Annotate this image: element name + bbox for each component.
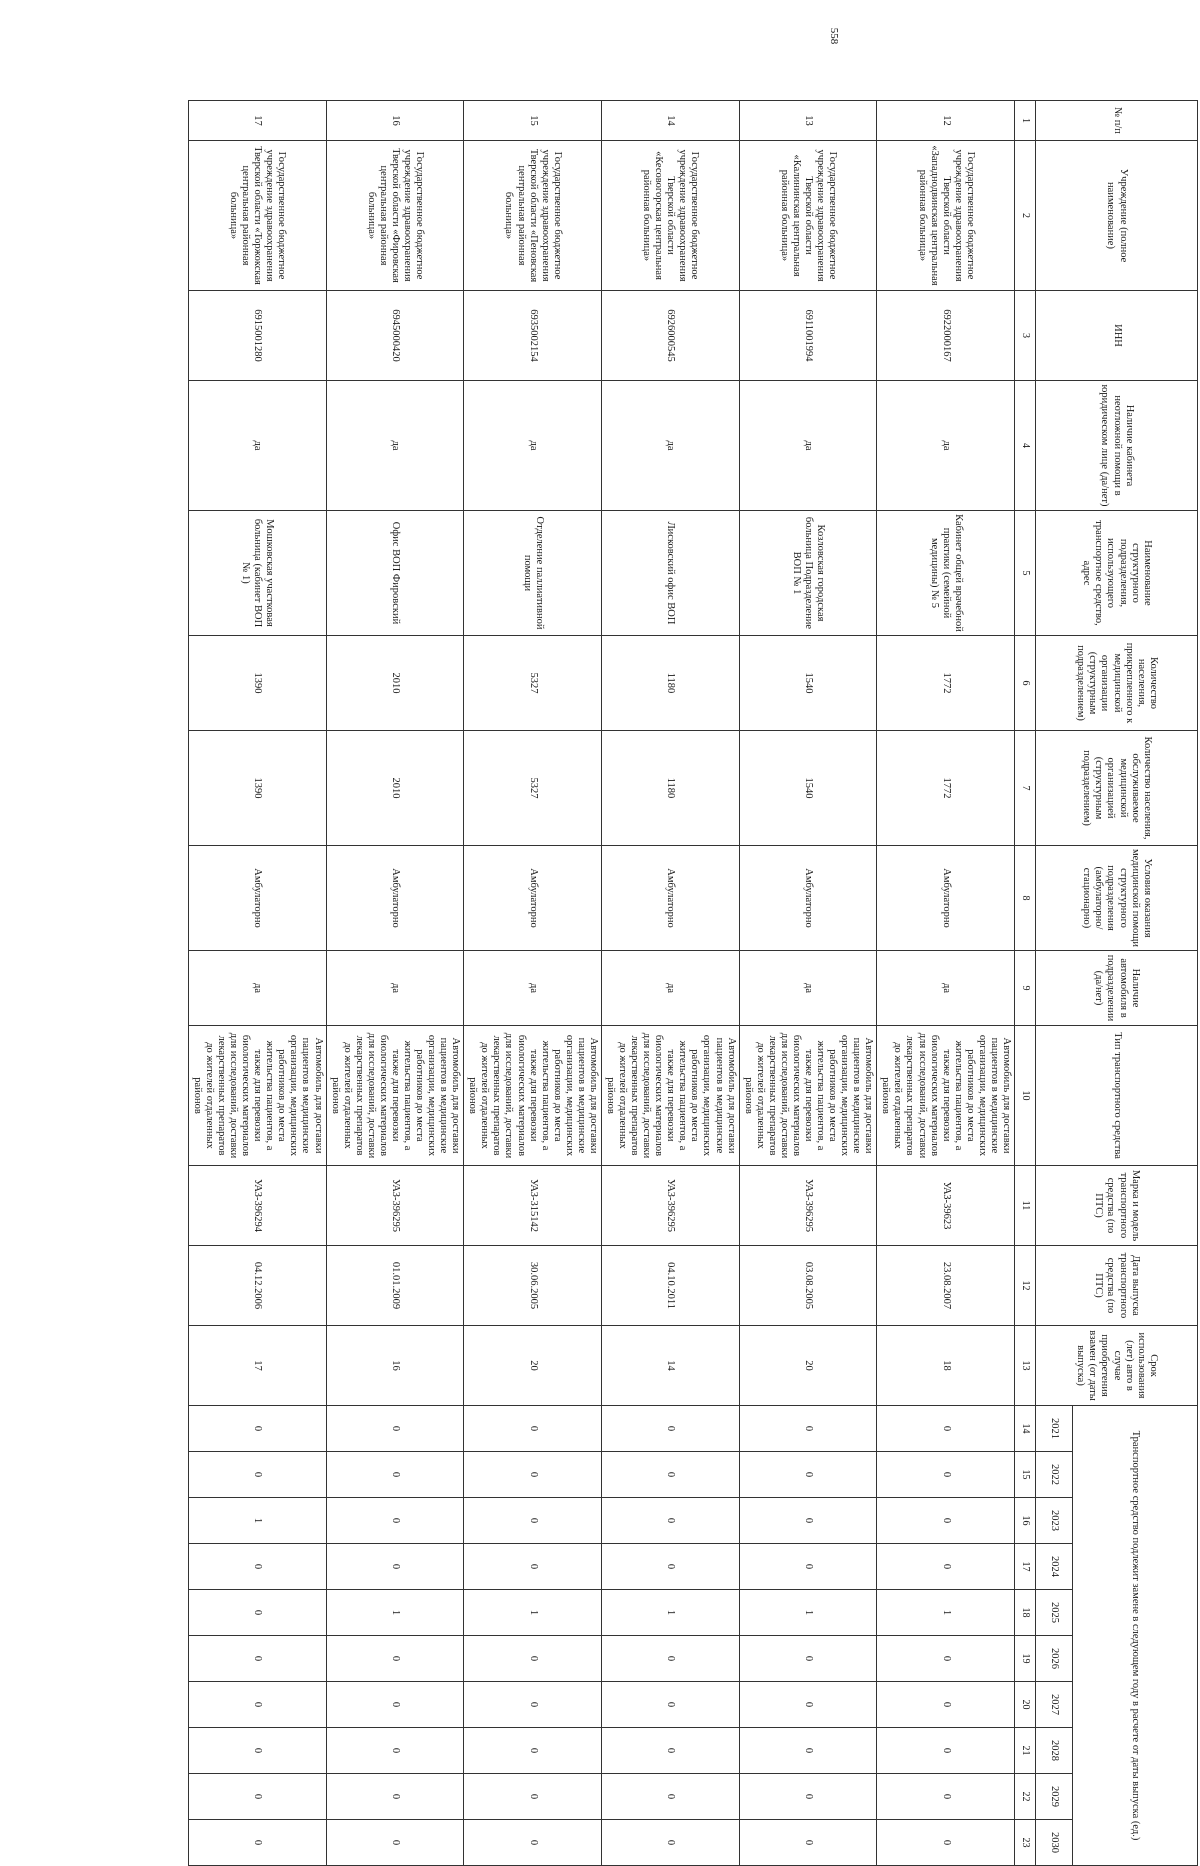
- replacement-count: 0: [188, 1728, 326, 1774]
- release-date: 04.10.2011: [601, 1246, 739, 1326]
- replacement-count: 0: [601, 1682, 739, 1728]
- replacement-count: 0: [601, 1498, 739, 1544]
- row-num: 14: [601, 101, 739, 141]
- column-number: 2: [1015, 141, 1036, 291]
- institution-name: Государственное бюджетное учреждение здравоохранения Тверской области «Пеновская центральная районная больница»: [464, 141, 602, 291]
- replacement-count: 0: [877, 1774, 1015, 1820]
- replacement-count: 0: [601, 1452, 739, 1498]
- replacement-count: 0: [739, 1498, 877, 1544]
- institution-name: Государственное бюджетное учреждение здравоохранения Тверской области «Западнодвинская центральная районная больница»: [877, 141, 1015, 291]
- table-row: [877, 101, 1015, 1866]
- replacement-count: 0: [739, 1820, 877, 1866]
- has-vehicle-value: да: [877, 951, 1015, 1026]
- replacement-count: 0: [464, 1820, 602, 1866]
- replacement-count: 0: [739, 1452, 877, 1498]
- header-row-main: [1073, 101, 1198, 1866]
- has-vehicle-value: да: [739, 951, 877, 1026]
- header-year: 2029: [1036, 1774, 1073, 1820]
- column-number: 13: [1015, 1326, 1036, 1406]
- population-attached: 5327: [464, 636, 602, 731]
- vehicle-brand: УАЗ-39623: [877, 1166, 1015, 1246]
- column-number: 7: [1015, 731, 1036, 846]
- replacement-count: 0: [188, 1406, 326, 1452]
- header-year: 2025: [1036, 1590, 1073, 1636]
- header-year: 2026: [1036, 1636, 1073, 1682]
- vehicle-replacement-table: [188, 100, 1198, 1866]
- population-attached: 1772: [877, 636, 1015, 731]
- has-office-value: да: [601, 381, 739, 511]
- replacement-count: 0: [739, 1728, 877, 1774]
- inn-value: 6935002154: [464, 291, 602, 381]
- inn-value: 6945000420: [326, 291, 464, 381]
- has-office-value: да: [739, 381, 877, 511]
- population-served: 5327: [464, 731, 602, 846]
- column-number: 16: [1015, 1498, 1036, 1544]
- header-year: 2028: [1036, 1728, 1073, 1774]
- replacement-count: 0: [739, 1636, 877, 1682]
- replacement-count: 0: [188, 1636, 326, 1682]
- replacement-count: 0: [601, 1636, 739, 1682]
- replacement-count: 0: [326, 1452, 464, 1498]
- has-vehicle-value: да: [601, 951, 739, 1026]
- has-office-value: да: [326, 381, 464, 511]
- replacement-count: 0: [464, 1636, 602, 1682]
- header-year: 2022: [1036, 1452, 1073, 1498]
- inn-value: 6911001994: [739, 291, 877, 381]
- vehicle-brand: УАЗ-396295: [326, 1166, 464, 1246]
- population-attached: 1390: [188, 636, 326, 731]
- conditions-value: Амбулаторно: [877, 846, 1015, 951]
- replacement-count: 1: [877, 1590, 1015, 1636]
- header-year: 2030: [1036, 1820, 1073, 1866]
- replacement-count: 0: [601, 1544, 739, 1590]
- unit-name: Кабинет общей врачебной практики (семейной медицины) № 5: [877, 511, 1015, 636]
- replacement-count: 0: [877, 1544, 1015, 1590]
- row-num: 13: [739, 101, 877, 141]
- header-num: № п/п: [1036, 101, 1198, 141]
- vehicle-type: Автомобиль для доставки пациентов в медицинские организации, медицинских работников до места жительства пациентов, а также для перевозки биологических материалов для исследований, доставки лекарственных препаратов до жителей отдаленных районов: [877, 1026, 1015, 1166]
- replacement-count: 0: [877, 1682, 1015, 1728]
- table-row: [326, 101, 464, 1866]
- replacement-count: 0: [601, 1820, 739, 1866]
- institution-name: Государственное бюджетное учреждение здравоохранения Тверской области «Торжокская центральная районная больница»: [188, 141, 326, 291]
- rotated-table-wrapper: [178, 100, 1198, 1854]
- column-number-row: [1015, 101, 1036, 1866]
- conditions-value: Амбулаторно: [464, 846, 602, 951]
- inn-value: 6922000167: [877, 291, 1015, 381]
- column-number: 11: [1015, 1166, 1036, 1246]
- replacement-count: 0: [188, 1590, 326, 1636]
- column-number: 23: [1015, 1820, 1036, 1866]
- row-num: 16: [326, 101, 464, 141]
- replacement-count: 0: [877, 1636, 1015, 1682]
- header-has-office: Наличие кабинета неотложной помощи в юридическом лице (да/нет): [1036, 381, 1198, 511]
- population-attached: 2010: [326, 636, 464, 731]
- header-unit-name: Наименование структурного подразделения, использующего транспортное средство, адрес: [1036, 511, 1198, 636]
- row-num: 12: [877, 101, 1015, 141]
- column-number: 20: [1015, 1682, 1036, 1728]
- header-year: 2021: [1036, 1406, 1073, 1452]
- replacement-count: 0: [877, 1452, 1015, 1498]
- vehicle-type: Автомобиль для доставки пациентов в медицинские организации, медицинских работников до места жительства пациентов, а также для перевозки биологических материалов для исследований, доставки лекарственных препаратов до жителей отдаленных районов: [601, 1026, 739, 1166]
- population-served: 1390: [188, 731, 326, 846]
- has-vehicle-value: да: [326, 951, 464, 1026]
- vehicle-type: Автомобиль для доставки пациентов в медицинские организации, медицинских работников до места жительства пациентов, а также для перевозки биологических материалов для исследований, доставки лекарственных препаратов до жителей отдаленных районов: [464, 1026, 602, 1166]
- replacement-count: 0: [188, 1682, 326, 1728]
- vehicle-type: Автомобиль для доставки пациентов в медицинские организации, медицинских работников до места жительства пациентов, а также для перевозки биологических материалов для исследований, доставки лекарственных препаратов до жителей отдаленных районов: [739, 1026, 877, 1166]
- usage-term: 17: [188, 1326, 326, 1406]
- conditions-value: Амбулаторно: [188, 846, 326, 951]
- replacement-count: 0: [464, 1544, 602, 1590]
- header-vehicle-type: Тип транспортного средства: [1036, 1026, 1198, 1166]
- row-num: 17: [188, 101, 326, 141]
- release-date: 03.08.2005: [739, 1246, 877, 1326]
- column-number: 9: [1015, 951, 1036, 1026]
- usage-term: 18: [877, 1326, 1015, 1406]
- replacement-count: 0: [326, 1820, 464, 1866]
- unit-name: Отделение паллиативной помощи: [464, 511, 602, 636]
- replacement-count: 0: [326, 1728, 464, 1774]
- population-served: 1540: [739, 731, 877, 846]
- column-number: 8: [1015, 846, 1036, 951]
- header-year: 2024: [1036, 1544, 1073, 1590]
- table-row: [601, 101, 739, 1866]
- conditions-value: Амбулаторно: [326, 846, 464, 951]
- replacement-count: 1: [464, 1590, 602, 1636]
- has-office-value: да: [464, 381, 602, 511]
- replacement-count: 0: [739, 1682, 877, 1728]
- unit-name: Козловская городская больница Подразделение ВОП № 1: [739, 511, 877, 636]
- has-vehicle-value: да: [188, 951, 326, 1026]
- header-release-date: Дата выпуска транспортного средства (по ПТС): [1036, 1246, 1198, 1326]
- header-year: 2023: [1036, 1498, 1073, 1544]
- population-served: 1180: [601, 731, 739, 846]
- column-number: 17: [1015, 1544, 1036, 1590]
- replacement-count: 0: [188, 1544, 326, 1590]
- column-number: 14: [1015, 1406, 1036, 1452]
- replacement-count: 0: [326, 1544, 464, 1590]
- institution-name: Государственное бюджетное учреждение здравоохранения Тверской области «Калининская центральная районная больница»: [739, 141, 877, 291]
- has-vehicle-value: да: [464, 951, 602, 1026]
- replacement-count: 0: [188, 1452, 326, 1498]
- vehicle-brand: УАЗ-396294: [188, 1166, 326, 1246]
- column-number: 6: [1015, 636, 1036, 731]
- release-date: 30.06.2005: [464, 1246, 602, 1326]
- replacement-count: 0: [877, 1498, 1015, 1544]
- column-number: 21: [1015, 1728, 1036, 1774]
- header-conditions: Условия оказания медицинской помощи структурного подразделения (амбулаторно/стационарно): [1036, 846, 1198, 951]
- replacement-count: 1: [739, 1590, 877, 1636]
- population-attached: 1180: [601, 636, 739, 731]
- replacement-count: 0: [601, 1774, 739, 1820]
- replacement-count: 0: [877, 1820, 1015, 1866]
- column-number: 18: [1015, 1590, 1036, 1636]
- usage-term: 20: [739, 1326, 877, 1406]
- vehicle-brand: УАЗ-315142: [464, 1166, 602, 1246]
- column-number: 4: [1015, 381, 1036, 511]
- header-population-attached: Количество населения, прикрепленного к медицинской организации (структурным подразделением): [1036, 636, 1198, 731]
- header-replacement-group: Транспортное средство подлежит замене в следующем году в расчете от даты выпуска (ед.): [1073, 1406, 1198, 1866]
- replacement-count: 1: [188, 1498, 326, 1544]
- vehicle-brand: УАЗ-396295: [601, 1166, 739, 1246]
- institution-name: Государственное бюджетное учреждение здравоохранения Тверской области «Фировская центральная районная больница»: [326, 141, 464, 291]
- replacement-count: 0: [739, 1774, 877, 1820]
- has-office-value: да: [188, 381, 326, 511]
- replacement-count: 0: [877, 1728, 1015, 1774]
- column-number: 19: [1015, 1636, 1036, 1682]
- population-served: 1772: [877, 731, 1015, 846]
- header-year: 2027: [1036, 1682, 1073, 1728]
- replacement-count: 0: [739, 1544, 877, 1590]
- replacement-count: 0: [188, 1820, 326, 1866]
- column-number: 1: [1015, 101, 1036, 141]
- replacement-count: 0: [464, 1452, 602, 1498]
- table-row: [739, 101, 877, 1866]
- replacement-count: 0: [326, 1498, 464, 1544]
- replacement-count: 1: [601, 1590, 739, 1636]
- column-number: 3: [1015, 291, 1036, 381]
- unit-name: Мошковская участковая больница (кабинет ВОП № 1): [188, 511, 326, 636]
- inn-value: 6926000545: [601, 291, 739, 381]
- usage-term: 14: [601, 1326, 739, 1406]
- vehicle-brand: УАЗ-396295: [739, 1166, 877, 1246]
- header-has-vehicle: Наличие автомобиля в подразделении (да/нет): [1036, 951, 1198, 1026]
- header-population-served: Количество населения, обслуживаемое медицинской организацией (структурным подразделением): [1036, 731, 1198, 846]
- unit-name: Лисковский офис ВОП: [601, 511, 739, 636]
- vehicle-type: Автомобиль для доставки пациентов в медицинские организации, медицинских работников до места жительства пациентов, а также для перевозки биологических материалов для исследований, доставки лекарственных препаратов до жителей отдаленных районов: [326, 1026, 464, 1166]
- population-served: 2010: [326, 731, 464, 846]
- replacement-count: 0: [601, 1406, 739, 1452]
- replacement-count: 0: [326, 1774, 464, 1820]
- replacement-count: 0: [601, 1728, 739, 1774]
- replacement-count: 1: [326, 1590, 464, 1636]
- replacement-count: 0: [464, 1682, 602, 1728]
- institution-name: Государственное бюджетное учреждение здравоохранения Тверской области «Кесовогорская центральная районная больница»: [601, 141, 739, 291]
- page-number: 558: [828, 27, 840, 45]
- release-date: 23.08.2007: [877, 1246, 1015, 1326]
- row-num: 15: [464, 101, 602, 141]
- header-institution: Учреждение (полное наименование): [1036, 141, 1198, 291]
- inn-value: 6915001280: [188, 291, 326, 381]
- replacement-count: 0: [464, 1774, 602, 1820]
- unit-name: Офис ВОП Фировский: [326, 511, 464, 636]
- table-row: [464, 101, 602, 1866]
- column-number: 22: [1015, 1774, 1036, 1820]
- replacement-count: 0: [326, 1682, 464, 1728]
- usage-term: 16: [326, 1326, 464, 1406]
- replacement-count: 0: [877, 1406, 1015, 1452]
- column-number: 5: [1015, 511, 1036, 636]
- column-number: 10: [1015, 1026, 1036, 1166]
- replacement-count: 0: [464, 1406, 602, 1452]
- conditions-value: Амбулаторно: [601, 846, 739, 951]
- column-number: 12: [1015, 1246, 1036, 1326]
- replacement-count: 0: [326, 1636, 464, 1682]
- header-brand: Марка и модель транспортного средства (по ПТС): [1036, 1166, 1198, 1246]
- vehicle-type: Автомобиль для доставки пациентов в медицинские организации, медицинских работников до места жительства пациентов, а также для перевозки биологических материалов для исследований, доставки лекарственных препаратов до жителей отдаленных районов: [188, 1026, 326, 1166]
- replacement-count: 0: [739, 1406, 877, 1452]
- replacement-count: 0: [188, 1774, 326, 1820]
- column-number: 15: [1015, 1452, 1036, 1498]
- release-date: 04.12.2006: [188, 1246, 326, 1326]
- replacement-count: 0: [464, 1728, 602, 1774]
- usage-term: 20: [464, 1326, 602, 1406]
- has-office-value: да: [877, 381, 1015, 511]
- release-date: 01.01.2009: [326, 1246, 464, 1326]
- table-row: [188, 101, 326, 1866]
- replacement-count: 0: [326, 1406, 464, 1452]
- replacement-count: 0: [464, 1498, 602, 1544]
- population-attached: 1540: [739, 636, 877, 731]
- conditions-value: Амбулаторно: [739, 846, 877, 951]
- header-usage-term: Срок использования (лет) авто в случае приобретения взамен (от даты выпуска): [1036, 1326, 1198, 1406]
- header-inn: ИНН: [1036, 291, 1198, 381]
